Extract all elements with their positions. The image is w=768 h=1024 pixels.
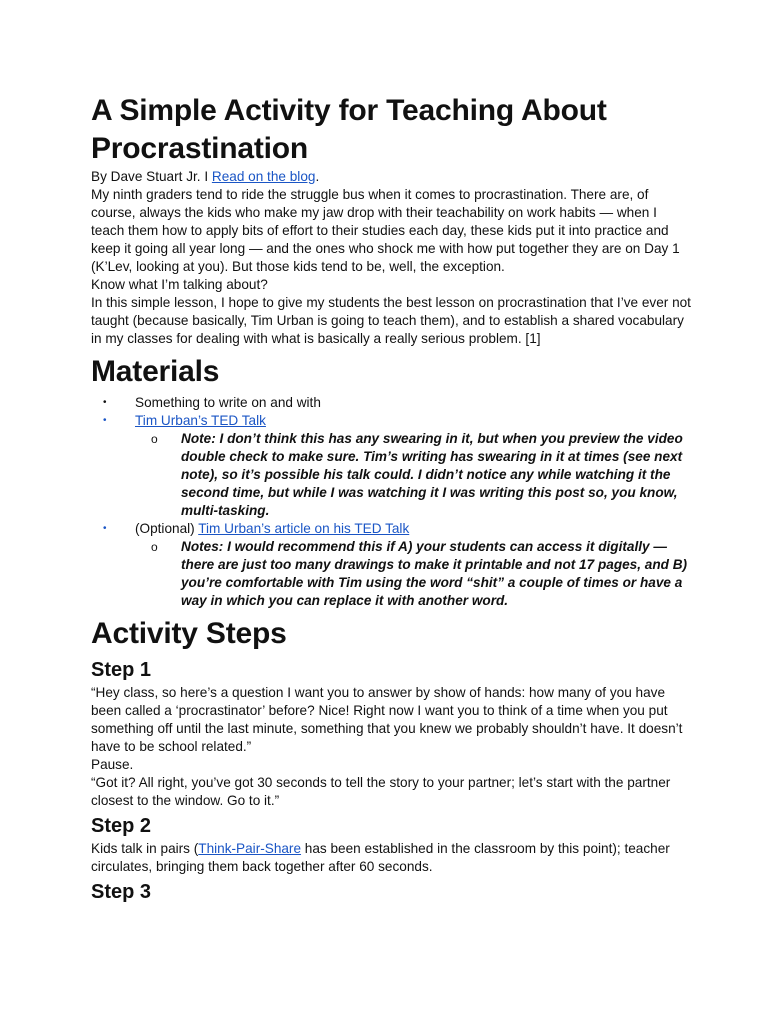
step-2-suffix: has been established in the classroom by this point); teacher circulates, bringing them back together after 60 seconds. xyxy=(91,841,670,874)
materials-note xyxy=(91,430,691,520)
ted-article-link[interactable]: Tim Urban’s article on his TED Talk xyxy=(198,521,410,536)
intro-paragraph-1: My ninth graders tend to ride the struggle bus when it comes to procrastination. There are, of course, always the kids who make my jaw drop with their teachability on work habits — when I teach them how to apply bits of effort to their studies each day, these kids put it into practice and keep it going all year long — and the ones who shock me with how put together they are on Day 1 (K’Lev, looking at you). But those kids tend to be, well, the exception. xyxy=(91,187,680,274)
step-1-paragraph-3: “Got it? All right, you’ve got 30 seconds to tell the story to your partner; let’s start with the partner closest to the window. Go to it.” xyxy=(91,775,671,808)
step-1-paragraph-1: “Hey class, so here’s a question I want you to answer by show of hands: how many of you have been called a ‘procrastinator’ before? Nice! Right now I want you to think of a time when you put something off until the last minute, something that you knew we probably shouldn’t have. It doesn’t have to be school related.” xyxy=(91,685,683,754)
bullet-icon: • xyxy=(103,397,107,408)
materials-item xyxy=(91,412,691,520)
step-1-heading: Step 1 xyxy=(91,659,152,681)
materials-sublist xyxy=(135,430,691,520)
document-page xyxy=(91,92,691,906)
read-on-blog-link[interactable]: Read on the blog xyxy=(211,169,316,184)
materials-heading: Materials xyxy=(91,355,220,388)
materials-item-text: Something to write on and with xyxy=(135,395,321,410)
bullet-icon: • xyxy=(103,523,107,534)
materials-note-text: Notes: I would recommend this if A) your students can access it digitally — there are just too many drawings to make it printable and not 17 pages, and B) you’re comfortable with Tim using the word “shit” a couple of times or have a way in which you can replace it with another word. xyxy=(181,539,688,608)
byline xyxy=(91,168,691,186)
step-2-prefix: Kids talk in pairs ( xyxy=(91,841,199,856)
circle-bullet-icon: o xyxy=(151,540,158,554)
circle-bullet-icon: o xyxy=(151,432,158,446)
step-1-paragraph-2: Pause. xyxy=(91,757,134,772)
materials-note-text: Note: I don’t think this has any swearing in it, but when you preview the video double check to make sure. Tim’s writing has swearing in it at times (see next note), so it’s possible his talk could. I didn’t notice any while watching it the second time, but while I was watching it I was writing this post so, you know, multi-tasking. xyxy=(181,431,683,518)
intro-paragraph-2: Know what I’m talking about? xyxy=(91,277,268,292)
materials-item-prefix: (Optional) xyxy=(135,521,199,536)
step-2-paragraph xyxy=(91,840,691,876)
materials-sublist xyxy=(135,538,691,610)
page-title: A Simple Activity for Teaching About Procrastination xyxy=(91,94,607,165)
ted-talk-link[interactable]: Tim Urban’s TED Talk xyxy=(135,413,266,428)
byline-prefix: By Dave Stuart Jr. I xyxy=(91,169,212,184)
activity-steps-heading: Activity Steps xyxy=(91,617,287,650)
think-pair-share-link[interactable]: Think-Pair-Share xyxy=(198,841,302,856)
intro-paragraph-3: In this simple lesson, I hope to give my students the best lesson on procrastination that I’ve ever not taught (because basically, Tim Urban is going to teach them), and to establish a shared vocabulary in my classes for dealing with what is basically a really serious problem. [1] xyxy=(91,295,691,346)
materials-list xyxy=(91,394,691,610)
bullet-icon: • xyxy=(103,415,107,426)
materials-note xyxy=(91,538,691,610)
materials-item xyxy=(91,520,691,610)
byline-suffix: . xyxy=(315,169,320,184)
materials-item xyxy=(91,394,691,412)
step-2-heading: Step 2 xyxy=(91,815,152,837)
step-3-heading: Step 3 xyxy=(91,881,152,903)
